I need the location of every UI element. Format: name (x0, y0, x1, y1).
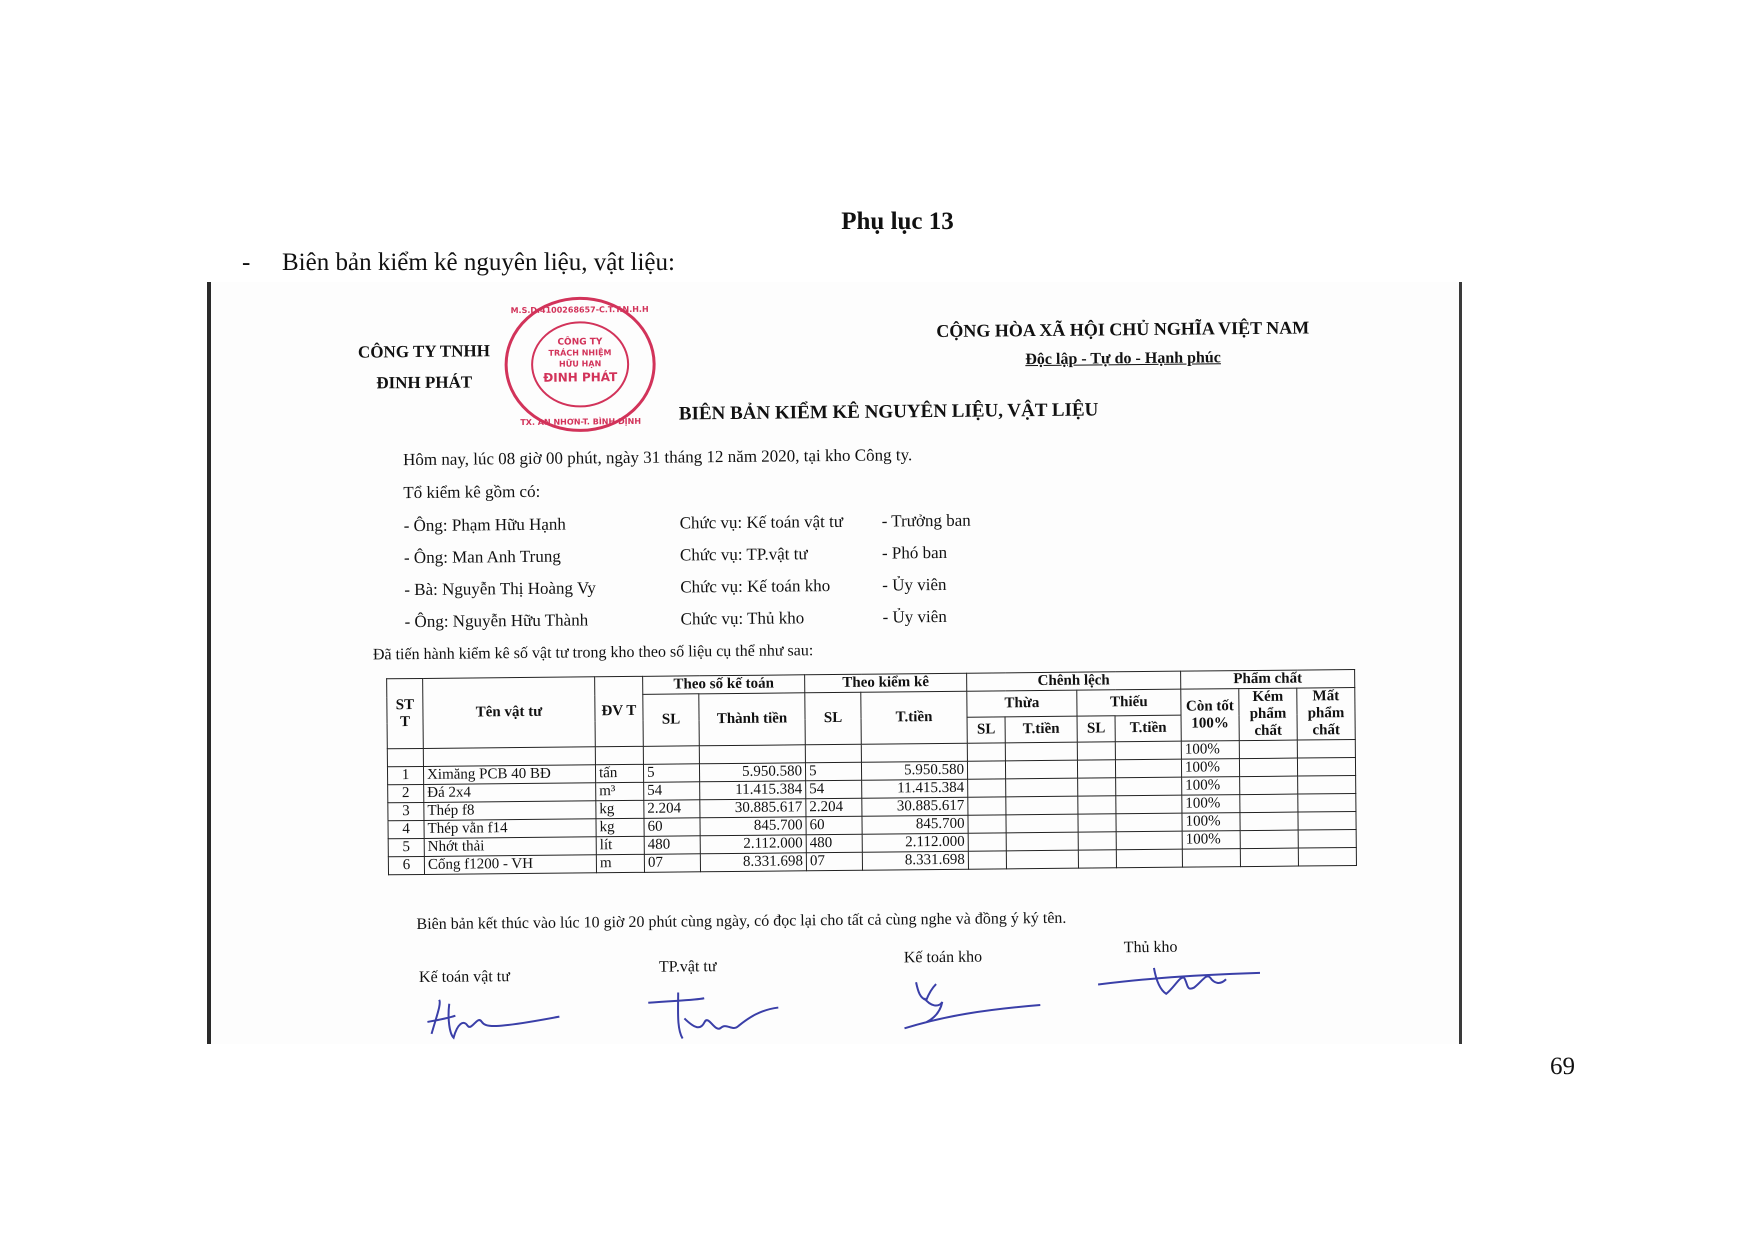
cell-sl: 2.204 (644, 800, 700, 819)
header-surplus: Thừa (967, 690, 1077, 717)
svg-text:ĐINH PHÁT: ĐINH PHÁT (543, 370, 618, 385)
cell-good: 100% (1182, 777, 1240, 796)
page-heading: Phụ lục 13 (841, 208, 954, 235)
signature-mark (419, 993, 570, 1049)
company-line-2: ĐINH PHÁT (376, 372, 473, 393)
svg-text:CÔNG TY: CÔNG TY (557, 337, 603, 348)
signer-title: Kế toán kho (903, 948, 983, 967)
signer-title: Thủ kho (1123, 938, 1178, 957)
cell-sl-count: 54 (806, 780, 862, 799)
cell-unit: kg (596, 800, 644, 818)
cell-name: Cống f1200 - VH (424, 855, 596, 875)
cell-amount-count: 11.415.384 (862, 779, 968, 798)
member-role: - Phó ban (881, 542, 948, 563)
cell-amount-count (861, 743, 967, 762)
header-sl: SL (643, 694, 699, 747)
header-tamount: T.tiền (1115, 715, 1181, 742)
header-tamount: T.tiền (1005, 716, 1077, 743)
cell-good: 100% (1181, 759, 1239, 778)
cell-name (423, 747, 595, 767)
conducted-line: Đã tiến hành kiểm kê số vật tư trong kho theo số liệu cụ thể như sau: (372, 642, 814, 664)
page-number: 69 (1550, 1053, 1575, 1080)
bullet-line (242, 249, 675, 277)
member-name: - Bà: Nguyễn Thị Hoàng Vy (404, 578, 596, 600)
cell-unit: m (596, 854, 644, 872)
signature-mark (1094, 963, 1264, 1015)
member-position: Chức vụ: TP.vật tư (679, 544, 808, 565)
header-unit: ĐV T (595, 676, 644, 746)
cell-sl: 07 (644, 854, 700, 873)
member-name: - Ông: Phạm Hữu Hạnh (403, 514, 566, 536)
cell-name: Đá 2x4 (424, 783, 596, 803)
team-title: Tổ kiểm kê gồm có: (403, 481, 541, 503)
bullet-text: Biên bản kiểm kê nguyên liệu, vật liệu: (282, 249, 675, 276)
cell-amount: 8.331.698 (700, 853, 806, 872)
signature-mark (644, 988, 785, 1049)
header-quality: Phẩm chất (1181, 670, 1355, 690)
cell-sl: 480 (644, 836, 700, 855)
company-line-1: CÔNG TY TNHH (357, 341, 491, 362)
cell-stt: 1 (387, 766, 423, 784)
cell-sl (643, 746, 699, 765)
member-row (403, 539, 1354, 568)
header-lost: Mất phẩm chất (1297, 688, 1355, 741)
intro-line: Hôm nay, lúc 08 giờ 00 phút, ngày 31 tháng 12 năm 2020, tại kho Công ty. (402, 445, 913, 470)
cell-sl-count: 5 (805, 762, 861, 781)
svg-text:TX. AN NHƠN-T. BÌNH ĐỊNH: TX. AN NHƠN-T. BÌNH ĐỊNH (520, 416, 642, 428)
signature-mark (894, 975, 1045, 1031)
header-stt: ST T (387, 678, 424, 748)
svg-text:TRÁCH NHIỆM: TRÁCH NHIỆM (548, 348, 612, 358)
cell-good (1182, 849, 1240, 868)
header-name: Tên vật tư (423, 677, 596, 749)
cell-unit: lít (596, 836, 644, 854)
member-row (403, 507, 1354, 536)
cell-stt: 2 (388, 784, 424, 802)
member-row (404, 603, 1354, 632)
cell-amount-count: 8.331.698 (862, 851, 968, 870)
header-sl: SL (967, 717, 1005, 743)
cell-amount: 5.950.580 (699, 763, 805, 782)
cell-good: 100% (1182, 813, 1240, 832)
cell-stt: 6 (388, 856, 424, 874)
cell-name: Thép vằn f14 (424, 819, 596, 839)
bullet-dash: - (242, 249, 251, 276)
member-position: Chức vụ: Kế toán kho (680, 576, 831, 597)
cell-amount: 30.885.617 (700, 799, 806, 818)
member-position: Chức vụ: Kế toán vật tư (679, 511, 844, 533)
scanned-document (207, 282, 1462, 1044)
cell-name: Nhớt thải (424, 837, 596, 857)
member-name: - Ông: Nguyễn Hữu Thành (404, 610, 589, 632)
closing-line: Biên bản kết thúc vào lúc 10 giờ 20 phút cùng ngày, có đọc lại cho tất cả cùng nghe và đồng ý ký tên. (416, 909, 1067, 934)
member-name: - Ông: Man Anh Trung (403, 546, 561, 568)
nation-header: CỘNG HÒA XÃ HỘI CHỦ NGHĨA VIỆT NAM (936, 317, 1310, 342)
member-role: - Ủy viên (882, 574, 947, 595)
cell-unit: m³ (596, 782, 644, 800)
svg-text:M.S.D.4100268657-C.T.T.N.H.H: M.S.D.4100268657-C.T.T.N.H.H (510, 304, 649, 316)
member-position: Chức vụ: Thủ kho (680, 608, 805, 629)
header-books: Theo số kế toán (643, 675, 805, 695)
cell-amount: 845.700 (700, 817, 806, 836)
cell-amount: 2.112.000 (700, 835, 806, 854)
cell-unit (595, 746, 643, 764)
header-poor: Kém phẩm chất (1239, 688, 1297, 741)
svg-text:HỮU HẠN: HỮU HẠN (558, 359, 602, 369)
cell-amount-count: 5.950.580 (861, 761, 967, 780)
cell-amount (699, 745, 805, 764)
cell-sl-count: 480 (806, 834, 862, 853)
header-sl: SL (805, 692, 861, 745)
header-good: Còn tốt 100% (1181, 689, 1239, 742)
header-sl: SL (1077, 716, 1115, 742)
cell-sl-count: 07 (806, 852, 862, 871)
header-difference: Chênh lệch (967, 671, 1181, 691)
cell-sl-count: 2.204 (806, 798, 862, 817)
cell-amount: 11.415.384 (700, 781, 806, 800)
inventory-table (386, 669, 1357, 875)
cell-stt: 5 (388, 838, 424, 856)
header-tamount: T.tiền (861, 691, 967, 744)
cell-amount-count: 2.112.000 (862, 833, 968, 852)
cell-sl-count: 60 (806, 816, 862, 835)
member-role: - Ủy viên (882, 606, 947, 627)
cell-amount-count: 30.885.617 (862, 797, 968, 816)
member-row (404, 571, 1354, 600)
cell-good: 100% (1182, 831, 1240, 850)
cell-sl: 5 (643, 764, 699, 783)
cell-stt: 3 (388, 802, 424, 820)
header-amount: Thành tiền (699, 693, 805, 746)
header-shortage: Thiếu (1077, 689, 1181, 716)
cell-sl: 54 (644, 782, 700, 801)
header-count: Theo kiểm kê (805, 673, 967, 693)
cell-stt (387, 748, 423, 766)
cell-good: 100% (1182, 795, 1240, 814)
company-name (358, 335, 491, 398)
cell-name: Ximăng PCB 40 BĐ (423, 765, 595, 785)
signer-title: TP.vật tư (658, 958, 717, 976)
cell-sl-count (805, 744, 861, 763)
cell-name: Thép f8 (424, 801, 596, 821)
cell-unit: tấn (595, 764, 643, 782)
cell-unit: kg (596, 818, 644, 836)
member-role: - Trưởng ban (881, 510, 971, 531)
signer-title: Kế toán vật tư (418, 968, 510, 987)
cell-stt: 4 (388, 820, 424, 838)
document-title: BIÊN BẢN KIỂM KÊ NGUYÊN LIỆU, VẬT LIỆU (678, 399, 1099, 425)
cell-amount-count: 845.700 (862, 815, 968, 834)
cell-good: 100% (1181, 741, 1239, 760)
cell-sl: 60 (644, 818, 700, 837)
motto: Độc lập - Tự do - Hạnh phúc (1025, 349, 1221, 369)
